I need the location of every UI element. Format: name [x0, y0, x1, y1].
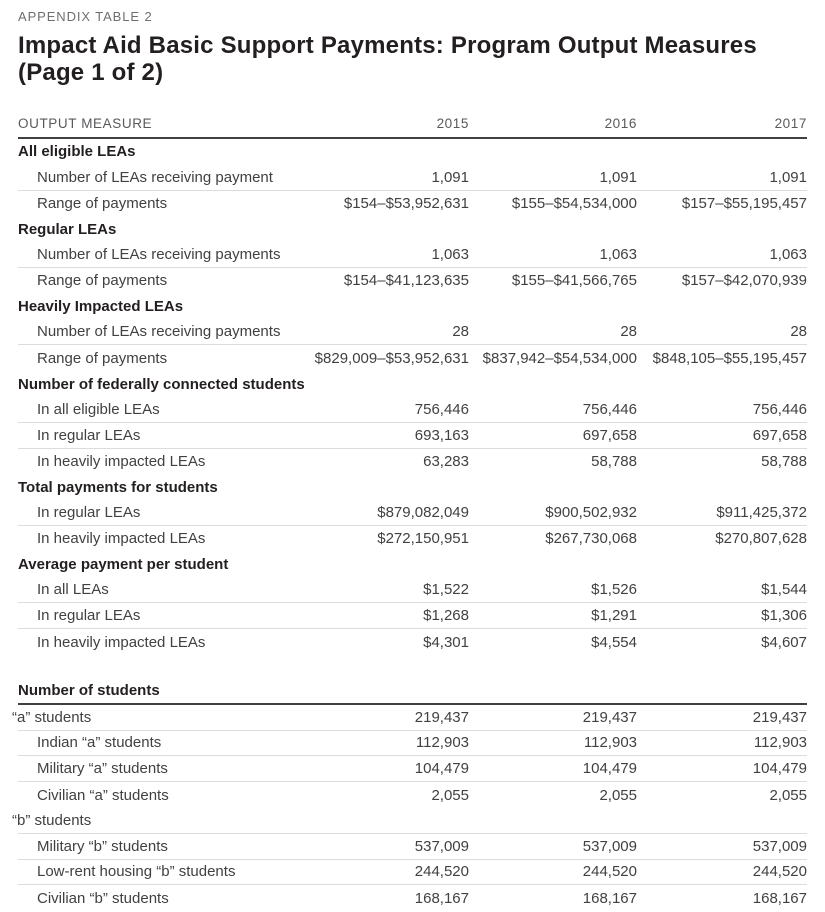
- row-value: 1,091: [431, 168, 469, 186]
- page-title-line1: Impact Aid Basic Support Payments: Program Output Measures: [18, 32, 757, 59]
- table-body: [12, 139, 807, 911]
- row-label: Military “a” students: [37, 760, 168, 778]
- row-value: 1,063: [769, 246, 807, 264]
- row-value: $267,730,068: [545, 530, 637, 548]
- column-header-year-2017: 2017: [774, 116, 807, 131]
- table-row: [18, 526, 807, 552]
- row-label: Range of payments: [37, 272, 168, 290]
- row-label: Range of payments: [37, 349, 168, 367]
- row-label: “a” students: [12, 708, 92, 726]
- row-value: 2,055: [431, 786, 469, 804]
- column-header-year-2016: 2016: [604, 116, 637, 131]
- row-value: 104,479: [414, 760, 469, 778]
- table-row: [18, 242, 807, 268]
- row-value: 104,479: [752, 760, 807, 778]
- table-row: [18, 885, 807, 911]
- row-label: Number of LEAs receiving payments: [37, 323, 281, 341]
- row-value: $270,807,628: [715, 530, 807, 548]
- row-label: Low-rent housing “b” students: [37, 863, 236, 881]
- row-value: 756,446: [582, 400, 637, 418]
- section-row: [18, 552, 807, 578]
- table-row: [18, 268, 807, 294]
- row-value: $1,268: [423, 607, 469, 625]
- row-value: $1,306: [761, 607, 807, 625]
- row-value: 693,163: [414, 426, 469, 444]
- row-value: $1,544: [761, 581, 807, 599]
- section-label: Number of students: [18, 682, 160, 700]
- section-row: [18, 294, 807, 320]
- table-row: [18, 423, 807, 449]
- page-title-line2: (Page 1 of 2): [18, 59, 164, 86]
- row-label: Civilian “b” students: [37, 889, 169, 907]
- row-value: 756,446: [414, 400, 469, 418]
- table-row: [18, 449, 807, 475]
- section-label: Heavily Impacted LEAs: [18, 298, 184, 316]
- row-value: 537,009: [414, 837, 469, 855]
- row-value: 2,055: [769, 786, 807, 804]
- row-value: 168,167: [414, 889, 469, 907]
- row-label: In regular LEAs: [37, 426, 141, 444]
- row-label: Civilian “a” students: [37, 786, 169, 804]
- section-label: Average payment per student: [18, 556, 229, 574]
- row-value: $155–$41,566,765: [511, 272, 637, 290]
- row-value: 219,437: [414, 708, 469, 726]
- row-value: 168,167: [752, 889, 807, 907]
- row-value: 244,520: [582, 863, 637, 881]
- row-label: In regular LEAs: [37, 504, 141, 522]
- row-value: 219,437: [752, 708, 807, 726]
- table-row: [18, 603, 807, 629]
- row-label: In all eligible LEAs: [37, 400, 160, 418]
- row-label: Military “b” students: [37, 837, 168, 855]
- column-header-year-2015: 2015: [436, 116, 469, 131]
- table-row: [18, 165, 807, 191]
- table-row: [12, 705, 807, 731]
- spacer-row: [18, 655, 807, 679]
- section-label: Total payments for students: [18, 478, 218, 496]
- table-header-row: [18, 116, 807, 139]
- column-header-output-measure: OUTPUT MEASURE: [18, 116, 153, 131]
- row-value: 697,658: [752, 426, 807, 444]
- row-value: $154–$53,952,631: [343, 194, 469, 212]
- row-label: In heavily impacted LEAs: [37, 633, 206, 651]
- row-value: 1,091: [769, 168, 807, 186]
- row-value: 2,055: [599, 786, 637, 804]
- table-row: [18, 500, 807, 526]
- row-label: Number of LEAs receiving payment: [37, 168, 273, 186]
- section-row: [18, 371, 807, 397]
- table-row: [18, 860, 807, 886]
- row-value: 1,063: [431, 246, 469, 264]
- row-value: $272,150,951: [377, 530, 469, 548]
- section-row: [18, 216, 807, 242]
- row-label: “b” students: [12, 811, 92, 829]
- row-value: 112,903: [415, 734, 469, 752]
- row-label: In all LEAs: [37, 581, 109, 599]
- row-value: $1,522: [423, 581, 469, 599]
- row-value: 112,903: [753, 734, 807, 752]
- row-value: $848,105–$55,195,457: [652, 349, 807, 367]
- row-label: In heavily impacted LEAs: [37, 530, 206, 548]
- row-value: 58,788: [591, 452, 637, 470]
- row-value: $4,607: [761, 633, 807, 651]
- page-title: [18, 32, 807, 86]
- row-value: $157–$55,195,457: [681, 194, 807, 212]
- row-value: $154–$41,123,635: [343, 272, 469, 290]
- row-value: 1,091: [599, 168, 637, 186]
- section-label: Number of federally connected students: [18, 375, 305, 393]
- row-value: 104,479: [582, 760, 637, 778]
- table-row: [12, 808, 807, 834]
- row-label: Number of LEAs receiving payments: [37, 246, 281, 264]
- table-row: [18, 345, 807, 371]
- row-value: $4,301: [423, 633, 469, 651]
- row-value: 537,009: [752, 837, 807, 855]
- row-value: 28: [620, 323, 637, 341]
- section-row: [18, 474, 807, 500]
- row-value: 756,446: [752, 400, 807, 418]
- row-value: 244,520: [752, 863, 807, 881]
- row-value: $900,502,932: [545, 504, 637, 522]
- row-value: 58,788: [761, 452, 807, 470]
- row-value: $157–$42,070,939: [681, 272, 807, 290]
- table-row: [18, 756, 807, 782]
- table-row: [18, 397, 807, 423]
- row-value: $1,526: [591, 581, 637, 599]
- row-value: $837,942–$54,534,000: [482, 349, 637, 367]
- row-value: 112,903: [583, 734, 637, 752]
- table-row: [18, 731, 807, 757]
- row-value: $829,009–$53,952,631: [314, 349, 469, 367]
- row-label: Range of payments: [37, 194, 168, 212]
- row-value: 28: [452, 323, 469, 341]
- row-value: 537,009: [582, 837, 637, 855]
- row-label: In regular LEAs: [37, 607, 141, 625]
- row-label: Indian “a” students: [37, 734, 162, 752]
- row-value: 697,658: [582, 426, 637, 444]
- row-value: 168,167: [582, 889, 637, 907]
- section-label: Regular LEAs: [18, 220, 117, 238]
- row-value: 219,437: [582, 708, 637, 726]
- row-value: $155–$54,534,000: [511, 194, 637, 212]
- table-row: [18, 629, 807, 655]
- row-value: 28: [790, 323, 807, 341]
- row-value: $4,554: [591, 633, 637, 651]
- table-row: [18, 320, 807, 346]
- row-label: In heavily impacted LEAs: [37, 452, 206, 470]
- table-row: [18, 834, 807, 860]
- table-row: [18, 578, 807, 604]
- row-value: 63,283: [423, 452, 469, 470]
- row-value: $879,082,049: [377, 504, 469, 522]
- section-row: [18, 679, 807, 705]
- row-value: 244,520: [414, 863, 469, 881]
- row-value: $1,291: [591, 607, 637, 625]
- section-label: All eligible LEAs: [18, 143, 136, 161]
- section-row: [18, 139, 807, 165]
- table-row: [18, 782, 807, 808]
- row-value: 1,063: [599, 246, 637, 264]
- table-kicker: APPENDIX TABLE 2: [18, 9, 153, 24]
- table-row: [18, 191, 807, 217]
- row-value: $911,425,372: [716, 504, 807, 522]
